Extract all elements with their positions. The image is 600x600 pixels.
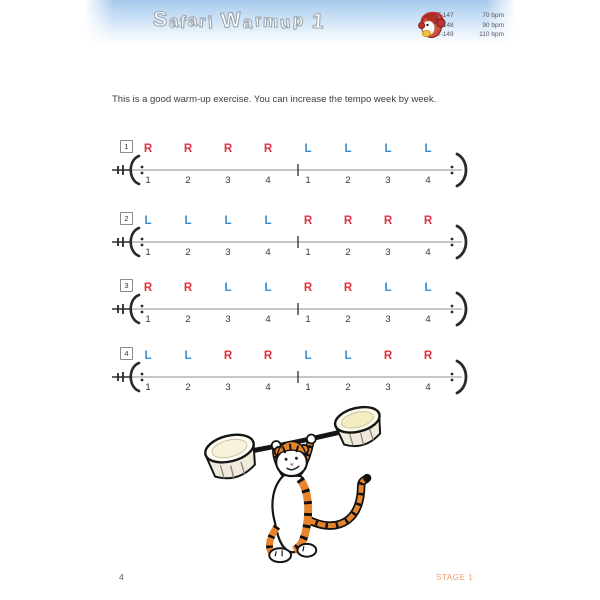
tempo-bpm: 110 bpm <box>479 31 504 38</box>
title-letter: f <box>179 12 189 33</box>
sticking-letter: R <box>183 282 193 294</box>
title-letter: m <box>262 11 281 32</box>
count-number: 4 <box>265 382 271 393</box>
sticking-letter: R <box>303 282 313 294</box>
tempo-bpm: 70 bpm <box>482 12 504 19</box>
stage-label: STAGE 1 <box>436 573 474 582</box>
sticking-letter: L <box>344 350 352 362</box>
sticking-letter: L <box>144 350 152 362</box>
count-number: 4 <box>265 247 271 258</box>
exercise-line-1 <box>112 139 480 193</box>
sticking-letter: L <box>424 282 432 294</box>
instruction-text: This is a good warm-up exercise. You can increase the tempo week by week. <box>112 94 437 105</box>
count-number: 3 <box>385 382 391 393</box>
title-letter: a <box>167 11 181 32</box>
sticking-letter: R <box>223 350 233 362</box>
sticking-letter: R <box>423 215 433 227</box>
count-number: 1 <box>145 382 151 393</box>
exercise-number-box: 3 <box>120 279 133 292</box>
count-number: 4 <box>425 247 431 258</box>
sticking-letter: L <box>384 143 392 155</box>
tempo-track: T-148 <box>437 21 454 29</box>
count-number: 1 <box>305 175 311 186</box>
sticking-letter: R <box>383 350 393 362</box>
title-letter: r <box>253 10 264 31</box>
count-number: 2 <box>345 382 351 393</box>
sticking-letter: L <box>184 350 192 362</box>
tempo-bpm: 90 bpm <box>482 21 504 29</box>
count-number: 1 <box>145 247 151 258</box>
sticking-letter: L <box>424 143 432 155</box>
sticking-letter: L <box>224 282 232 294</box>
title-letter: a <box>242 12 255 33</box>
exercise-line-2 <box>112 211 480 265</box>
page-number: 4 <box>119 572 124 582</box>
count-number: 4 <box>265 175 271 186</box>
count-number: 3 <box>385 247 391 258</box>
title-letter: u <box>279 12 294 33</box>
title-letter: 1 <box>311 9 327 34</box>
exercise-line-3 <box>112 278 480 332</box>
title-letter: i <box>207 12 216 33</box>
left-drum-weight <box>202 430 261 484</box>
sticking-letter: L <box>264 282 272 294</box>
sticking-letter: R <box>143 282 153 294</box>
sticking-letter: L <box>344 143 352 155</box>
sticking-letter: L <box>384 282 392 294</box>
count-number: 2 <box>185 314 191 325</box>
title-letter: W <box>220 8 244 33</box>
count-number: 4 <box>265 314 271 325</box>
count-number: 2 <box>185 382 191 393</box>
sticking-letter: L <box>224 215 232 227</box>
count-number: 2 <box>345 175 351 186</box>
count-number: 1 <box>145 175 151 186</box>
count-number: 1 <box>145 314 151 325</box>
exercise-number-box: 4 <box>120 347 133 360</box>
page-title <box>146 9 332 33</box>
tempo-track: T-149 <box>437 31 454 38</box>
tempo-track: T-147 <box>437 12 454 19</box>
title-letter: r <box>198 11 209 32</box>
count-number: 4 <box>425 314 431 325</box>
count-number: 3 <box>225 175 231 186</box>
sticking-letter: R <box>223 143 233 155</box>
sticking-letter: R <box>263 350 273 362</box>
count-number: 1 <box>305 314 311 325</box>
count-number: 2 <box>185 247 191 258</box>
tiger-lifting-drum-barbell-illustration <box>180 392 405 575</box>
sticking-letter: R <box>143 143 153 155</box>
sticking-letter: R <box>343 282 353 294</box>
sticking-letter: R <box>263 143 273 155</box>
title-letter: p <box>292 10 306 31</box>
count-number: 3 <box>225 382 231 393</box>
count-number: 4 <box>425 175 431 186</box>
sticking-letter: L <box>184 215 192 227</box>
count-number: 3 <box>385 175 391 186</box>
count-number: 3 <box>225 314 231 325</box>
count-number: 4 <box>425 382 431 393</box>
exercise-number-box: 2 <box>120 212 133 225</box>
sticking-letter: R <box>383 215 393 227</box>
sticking-letter: L <box>304 350 312 362</box>
sticking-letter: R <box>343 215 353 227</box>
count-number: 3 <box>225 247 231 258</box>
title-letter: S <box>152 7 170 32</box>
sticking-letter: L <box>304 143 312 155</box>
exercise-number-box: 1 <box>120 140 133 153</box>
right-drum-weight <box>332 403 385 451</box>
sticking-letter: L <box>144 215 152 227</box>
count-number: 2 <box>345 314 351 325</box>
title-letter: a <box>186 10 200 31</box>
count-number: 3 <box>385 314 391 325</box>
count-number: 2 <box>345 247 351 258</box>
sticking-letter: R <box>423 350 433 362</box>
tempo-list <box>437 12 504 40</box>
sticking-letter: R <box>183 143 193 155</box>
count-number: 2 <box>185 175 191 186</box>
count-number: 1 <box>305 382 311 393</box>
count-number: 1 <box>305 247 311 258</box>
sticking-letter: L <box>264 215 272 227</box>
sticking-letter: R <box>303 215 313 227</box>
